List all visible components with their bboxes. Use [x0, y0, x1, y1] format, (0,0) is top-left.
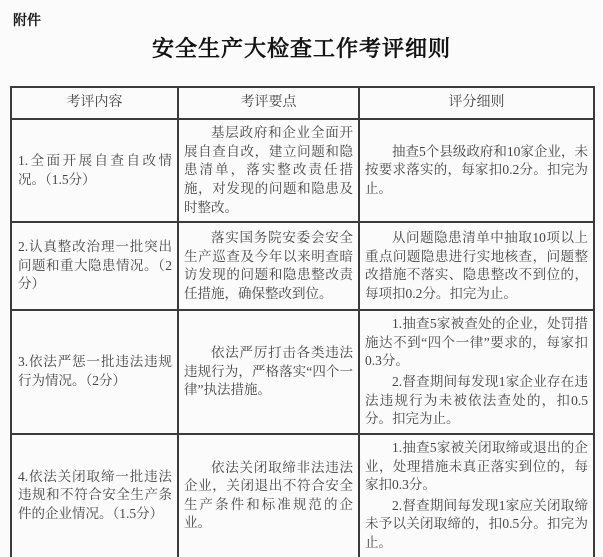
- scoring-cell: [359, 310, 594, 434]
- cell-text: 依法严厉打击各类违法违规行为，严格落实“四个一律”执法措施。: [184, 345, 353, 398]
- table-row: [11, 222, 594, 310]
- table-header-row: [11, 87, 594, 119]
- points-cell: [178, 310, 359, 434]
- content-cell: [11, 222, 178, 310]
- scoring-cell: [359, 222, 594, 310]
- table-row: [11, 119, 594, 222]
- header-points: 考评要点: [178, 87, 359, 119]
- points-cell: [178, 434, 359, 557]
- cell-text: 2.督查期间每发现1家应关闭取缔未予以关闭取缔的，扣0.5分。扣完为止。: [365, 497, 588, 550]
- cell-text: 从问题隐患清单中抽取10项以上重点问题隐患进行实地核查，问题整改措施不落实、隐患整改不到位的，每项扣0.2分。扣完为止。: [365, 229, 588, 301]
- points-cell: [178, 222, 359, 310]
- scoring-cell: [359, 119, 594, 222]
- cell-text: 3.依法严惩一批违法违规行为情况。（2分）: [18, 354, 172, 388]
- cell-text: 1.全面开展自查自改情况。（1.5分）: [18, 152, 172, 187]
- header-scoring: 评分细则: [359, 87, 594, 119]
- cell-text: 1.抽查5家被查处的企业，处罚措施达不到“四个一律”要求的，每家扣0.3分。: [365, 316, 588, 369]
- content-cell: [11, 119, 178, 222]
- header-content: 考评内容: [11, 87, 178, 119]
- table-row: [11, 310, 594, 434]
- content-cell: [11, 310, 178, 434]
- document-title: 安全生产大检查工作考评细则: [151, 36, 451, 61]
- cell-text: 2.认真整改治理一批突出问题和重大隐患情况。（2分）: [18, 239, 172, 292]
- cell-text: 2.督查期间每发现1家企业存在违法违规行为未被依法查处的，扣0.5分。扣完为止。: [365, 374, 588, 427]
- cell-text: 基层政府和企业全面开展自查自改，建立问题和隐患清单，落实整改责任措施，对发现的问题和隐患及时整改。: [184, 125, 353, 215]
- table-row: [11, 434, 594, 557]
- attachment-label: 附件: [13, 14, 41, 29]
- content-cell: [11, 434, 178, 557]
- cell-text: 抽查5个县级政府和10家企业，未按要求落实的，每家扣0.2分。扣完为止。: [365, 143, 588, 196]
- cell-text: 依法关闭取缔非法违法企业，关闭退出不符合安全生产条件和标准规范的企业。: [184, 459, 353, 531]
- cell-text: 落实国务院安委会安全生产巡查及今年以来明查暗访发现的问题和隐患整改责任措施，确保整改到位。: [184, 229, 353, 301]
- evaluation-table: [10, 86, 595, 557]
- cell-text: 4.依法关闭取缔一批违法违规和不符合安全生产条件的企业情况。（1.5分）: [18, 468, 172, 522]
- cell-text: 1.抽查5家被关闭取缔或退出的企业，处理措施未真正落实到位的，每家扣0.3分。: [365, 439, 588, 493]
- points-cell: [178, 119, 359, 222]
- scoring-cell: [359, 434, 594, 557]
